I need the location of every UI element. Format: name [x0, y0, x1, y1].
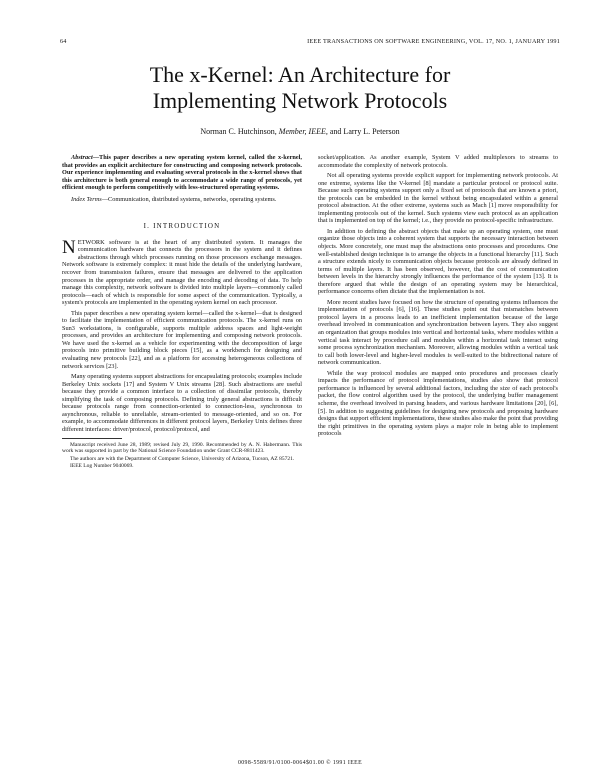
right-paragraph-2: In addition to defining the abstract objects that make up an operating system, one must organize those objects into a coherent system that supports the necessary interaction between objects. More concretely, one must map the abstractions onto processes and procedures. One well-established design technique is to arrange the objects in a functional hierarchy [11]. Such a structure extends nicely to communication objects because protocols are already defined in terms of multiple layers. It has been observed, however, that the cost of communication between levels in the hierarchy strongly influences the performance of the system [13]. It is therefore argued that while the design of an operating system may be hierarchical, performance concerns often dictate that the implementation is not.: [318, 227, 558, 296]
abstract-text: —This paper describes a new operating system kernel, called the x-kernel, that provides an explicit architecture for constructing and composing network protocols. Our experience implementing and evaluating several protocols in the x-kernel shows that this architecture is both general enough to accommodate a wide range of protocols, yet efficient enough to perform competitively with less-structured operating systems.: [62, 154, 302, 192]
index-terms-text: —Communication, distributed systems, networks, operating systems.: [101, 195, 277, 203]
journal-header: IEEE TRANSACTIONS ON SOFTWARE ENGINEERING, VOL. 17, NO. 1, JANUARY 1991: [307, 38, 560, 45]
intro-paragraph-3: Many operating systems support abstractions for encapsulating protocols; examples include Berkeley Unix sockets [17] and System V Unix streams [28]. Such abstractions are useful because they provide a common interface to a collection of dissimilar protocols, thereby simplifying the task of composing protocols. Defining truly general abstractions is difficult because protocols range from connection-oriented to connection-less, synchronous to asynchronous, reliable to unreliable, stream-oriented to message-oriented, and so on. For example, to accommodate differences in different protocol layers, Berkeley Unix defines three different interfaces: driver/protocol, protocol/protocol, and: [62, 373, 303, 433]
author-line: [0, 127, 600, 136]
intro-paragraph-1-text: software is at the heart of any distributed system. It manages the communication hardware that connects the processors in the system and it defines abstractions through which processes running on those processors exchange messages. Network software is extremely complex: it must hide the details of the underlying hardware, recover from transmission failures, ensure that messages are delivered to the application processes in the appropriate order, and manage the encoding and decoding of data. To help manage this complexity, network software is divided into multiple layers—commonly called protocols—each of which is responsible for some aspect of the communication. Typically, a system's protocols are implemented in the operating system kernel on each processor.: [62, 238, 302, 307]
index-terms-label: Index Terms: [71, 195, 102, 203]
abstract-label: Abstract: [71, 154, 93, 161]
right-paragraph-1: Not all operating systems provide explicit support for implementing network protocols. At one extreme, systems like the V-kernel [8] mandate a particular protocol or protocol suite. Because such operating systems support only a fixed set of protocols that are known a priori, the protocols can be embedded in the kernel without being encapsulated within a general protocol abstraction. At the other extreme, systems such as Mach [1] move responsibility for implementing protocols out of the kernel. Such systems view each protocol as an application that is implemented on top of the kernel; i.e., they provide no protocol-specific infrastructure.: [318, 172, 558, 225]
index-terms: [62, 196, 302, 204]
left-column: [62, 154, 302, 471]
intro-paragraph-2: This paper describes a new operating system kernel—called the x-kernel—that is designed to facilitate the implementation of efficient communication protocols. The x-kernel runs on Sun3 workstations, is configurable, supports multiple address spaces and light-weight processes, and provides an architecture for implementing and composing network protocols. We have used the x-kernel as a vehicle for experimenting with the decomposition of large protocols into primitive building block pieces [15], as a workbench for designing and evaluating new protocols [22], and as a platform for accessing heterogeneous collections of network services [23].: [62, 309, 302, 370]
running-head: [60, 38, 560, 50]
abstract: [62, 154, 302, 192]
title-line-1: The x-Kernel: An Architecture for: [149, 62, 451, 87]
footnote-log-number: IEEE Log Number 9040069.: [70, 463, 134, 470]
copyright-footer: 0098-5589/91/0100-0064$01.00 © 1991 IEEE: [237, 760, 363, 766]
right-column: [318, 154, 558, 441]
author-first: Norman C. Hutchinson,: [200, 127, 277, 136]
section-heading-introduction: I. INTRODUCTION: [143, 222, 221, 231]
right-paragraph-4: While the way protocol modules are mapped onto procedures and processes clearly impacts the performance of protocol implementations, studies also show that protocol performance is influenced by several additional factors, including the size of each protocol's packet, the flow control algorithm used by the protocol, the underlying buffer management scheme, the overhead involved in parsing headers, and various hardware limitations [20], [6], [5]. In addition to suggesting guidelines for designing new protocols and proposing hardware designs that support efficient implementations, these studies also make the point that providing the right primitives in the operating system plays a major role in being able to implement protocols: [318, 369, 558, 438]
title-line-2: Implementing Network Protocols: [152, 88, 448, 113]
footnote-rule: [62, 438, 122, 439]
author-affiliation: Member, IEEE,: [278, 127, 328, 136]
page-number: 64: [60, 38, 67, 45]
lead-word: ETWORK: [77, 238, 105, 246]
footnote-affiliation: The authors are with the Department of Computer Science, University of Arizona, Tucson, AZ 85721.: [70, 455, 295, 462]
footnotes: [62, 442, 302, 470]
author-second: and Larry L. Peterson: [329, 127, 400, 136]
drop-cap: N: [62, 236, 76, 258]
right-paragraph-0: socket/application. As another example, System V added multiplexors to streams to accommodate the complexity of network protocols.: [318, 154, 558, 169]
intro-paragraph-1: [62, 236, 302, 307]
paper-title: [0, 62, 600, 114]
right-paragraph-3: More recent studies have focused on how the structure of operating systems influences the implementation of protocols [6], [16]. These studies point out that mismatches between protocol layers in a process leads to an inefficient implementation because of the large overhead involved in communication and synchronization between layers. They also suggest an organization that groups modules into vertical and horizontal tasks, where modules within a vertical task interact by procedure call and modules within a horizontal task interact using some process synchronization mechanism. Moreover, allowing modules within a vertical task to call both lower-level and higher-level modules is well-suited to the bidirectional nature of network communication.: [318, 298, 558, 367]
footnote-received: Manuscript received June 28, 1989; revised July 29, 1990. Recommended by A. N. Habermann. This work was supported in part by the National Science Foundation under Grant CCR-8811423.: [62, 441, 302, 455]
